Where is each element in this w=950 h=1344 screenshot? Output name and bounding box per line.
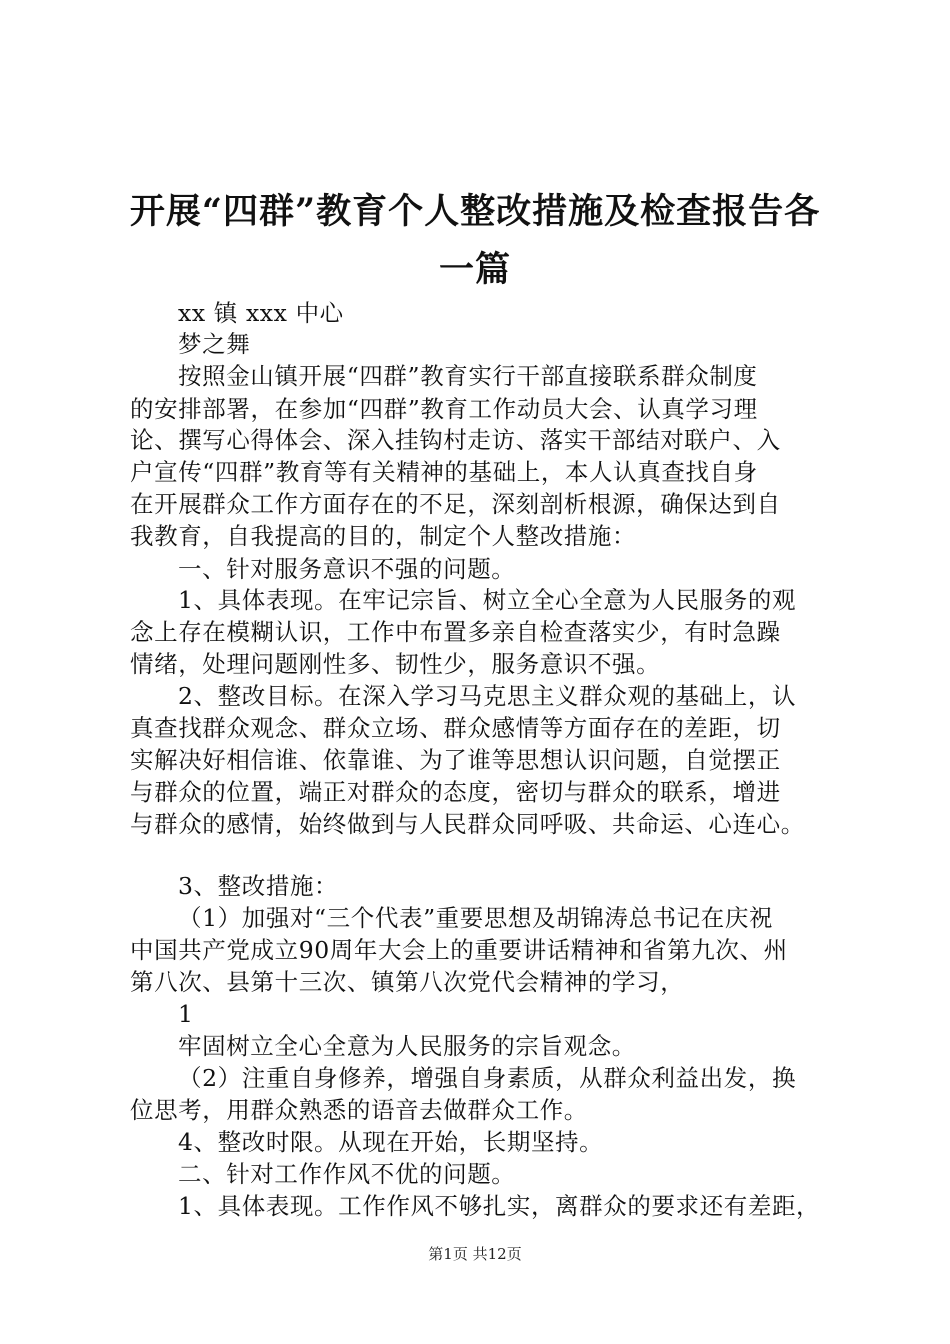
document-title-line-1: 开展“四群”教育个人整改措施及检查报告各 (129, 191, 821, 232)
paragraph-line: 按照金山镇开展“四群”教育实行干部直接联系群众制度 (178, 362, 758, 390)
paragraph-line: 与群众的感情，始终做到与人民群众同呼吸、共命运、心连心。 (130, 810, 805, 838)
section-heading: 一、针对服务意识不强的问题。 (178, 555, 516, 583)
paragraph-line: （1）加强对“三个代表”重要思想及胡锦涛总书记在庆祝 (178, 904, 774, 932)
paragraph-line: 3、整改措施： (178, 872, 339, 900)
paragraph-line: 论、撰写心得体会、深入挂钩村走访、落实干部结对联户、入 (130, 426, 781, 454)
paragraph-line: （2）注重自身修养，增强自身素质，从群众利益出发，换 (178, 1064, 797, 1092)
section-heading: 二、针对工作作风不优的问题。 (178, 1160, 516, 1188)
document-title-line-2: 一篇 (438, 249, 511, 290)
paragraph-line: 第八次、县第十三次、镇第八次党代会精神的学习， (130, 968, 685, 996)
page-number-footer: 第1页 共12页 (428, 1245, 522, 1263)
paragraph-line: 与群众的位置，端正对群众的态度，密切与群众的联系，增进 (130, 778, 781, 806)
paragraph-line: 中国共产党成立90周年大会上的重要讲话精神和省第九次、州 (130, 936, 788, 964)
paragraph-line: 位思考，用群众熟悉的语音去做群众工作。 (130, 1096, 588, 1124)
paragraph-line: 牢固树立全心全意为人民服务的宗旨观念。 (178, 1032, 636, 1060)
paragraph-line: 真查找群众观念、群众立场、群众感情等方面存在的差距，切 (130, 714, 781, 742)
paragraph-line: 2、整改目标。在深入学习马克思主义群众观的基础上，认 (178, 682, 797, 710)
paragraph-line: 我教育，自我提高的目的，制定个人整改措施： (130, 522, 637, 550)
paragraph-line: 1、具体表现。在牢记宗旨、树立全心全意为人民服务的观 (178, 586, 797, 614)
paragraph-line: 情绪，处理问题刚性多、韧性少，服务意识不强。 (130, 650, 661, 678)
paragraph-line: 1、具体表现。工作作风不够扎实，离群众的要求还有差距， (178, 1192, 821, 1220)
paragraph-line: 在开展群众工作方面存在的不足，深刻剖析根源，确保达到自 (130, 490, 781, 518)
paragraph-line: 4、整改时限。从现在开始，长期坚持。 (178, 1128, 604, 1156)
author-unit: xx 镇 xxx 中心 (178, 299, 344, 327)
author-name: 梦之舞 (178, 330, 251, 358)
paragraph-line: 户宣传“四群”教育等有关精神的基础上，本人认真查找自身 (130, 458, 758, 486)
paragraph-line: 的安排部署，在参加“四群”教育工作动员大会、认真学习理 (130, 395, 758, 423)
paragraph-line: 念上存在模糊认识，工作中布置多亲自检查落实少，有时急躁 (130, 618, 781, 646)
paragraph-line: 1 (178, 1000, 194, 1028)
paragraph-line: 实解决好相信谁、依靠谁、为了谁等思想认识问题，自觉摆正 (130, 746, 781, 774)
